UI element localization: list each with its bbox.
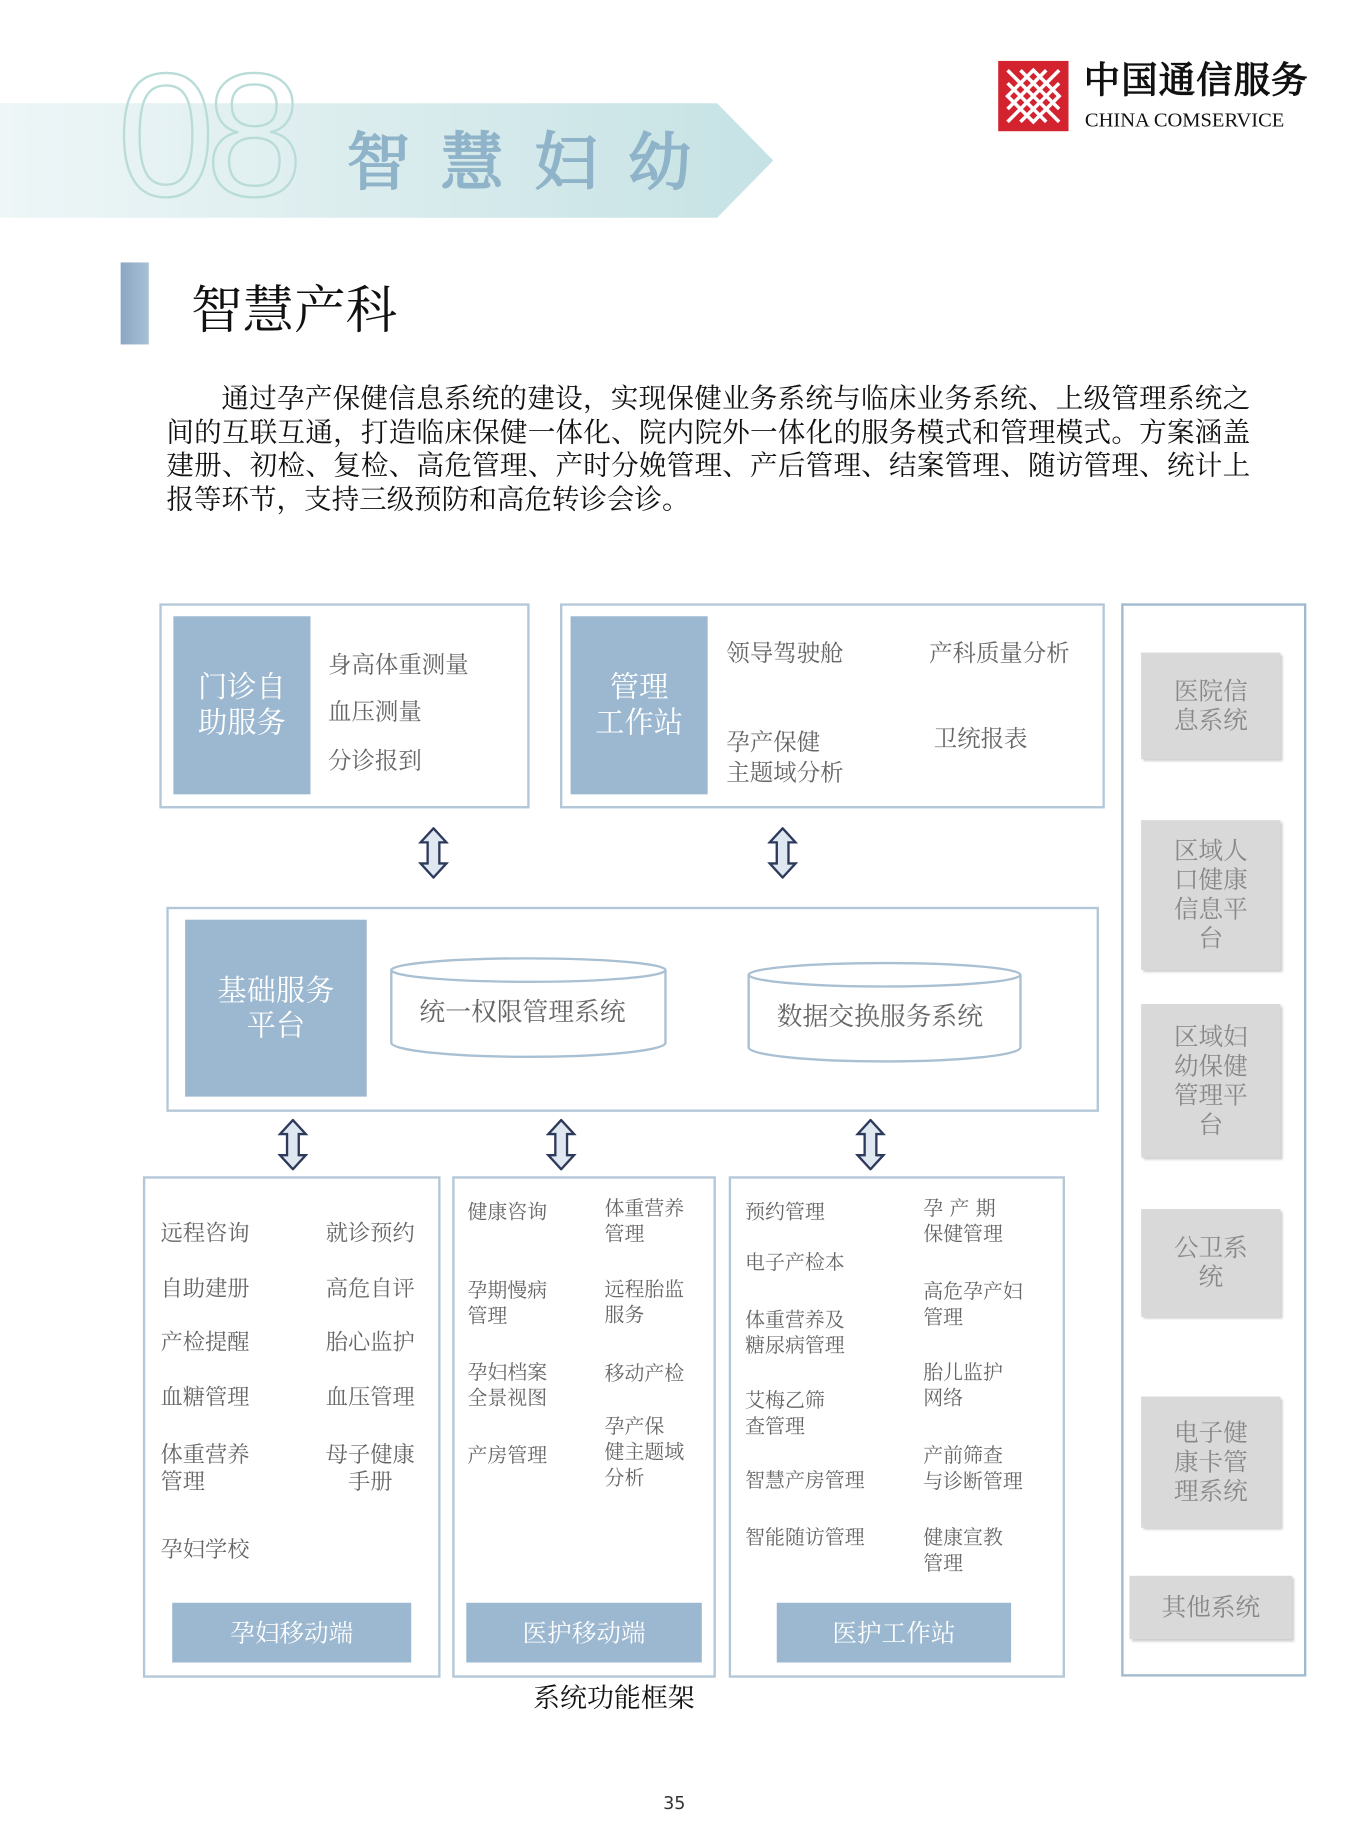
function-item: 产检提醒 <box>160 1329 250 1356</box>
function-item: 就诊预约 <box>325 1220 415 1247</box>
function-item: 母子健康 手册 <box>325 1442 415 1495</box>
function-item: 智慧产房管理 <box>745 1469 865 1493</box>
function-item: 孕 产 期 保健管理 <box>923 1197 1003 1247</box>
outpatient-item: 血压测量 <box>328 697 422 726</box>
external-system: 电子健 康卡管 理系统 <box>1141 1397 1280 1528</box>
double-arrow-icon <box>418 827 448 883</box>
function-item: 产前筛查 与诊断管理 <box>923 1444 1023 1494</box>
function-item: 体重营养 管理 <box>604 1197 685 1247</box>
medical-workstation-button[interactable]: 医护工作站 <box>777 1603 1011 1663</box>
system-exchange: 数据交换服务系统 <box>776 1002 983 1033</box>
double-arrow-icon <box>855 1119 885 1175</box>
system-auth: 统一权限管理系统 <box>419 998 626 1028</box>
function-item: 电子产检本 <box>745 1251 845 1275</box>
management-item: 卫统报表 <box>933 724 1028 753</box>
medical-mobile-button[interactable]: 医护移动端 <box>466 1603 701 1663</box>
management-item: 孕产保健 主题域分析 <box>726 727 844 787</box>
diagram-caption: 系统功能框架 <box>533 1683 695 1715</box>
function-item: 移动产检 <box>604 1362 685 1387</box>
function-item: 孕妇学校 <box>160 1537 250 1563</box>
section-paragraph: 通过孕产保健信息系统的建设，实现保健业务系统与临床业务系统、上级管理系统之间的互联互通，打造临床保健一体化、院内院外一体化的服务模式和管理模式。方案涵盖建册、初检、复检、高危管理、产时分娩管理、产后管理、结案管理、随访管理、统计上报等环节，支持三级预防和高危转诊会诊。 <box>166 381 1251 515</box>
company-logo-icon <box>998 61 1068 131</box>
function-item: 孕产保 健主题域 分析 <box>604 1415 685 1491</box>
chapter-title: 智慧妇幼 <box>346 125 722 200</box>
function-item: 孕期慢病 管理 <box>467 1279 548 1329</box>
double-arrow-icon <box>546 1119 576 1175</box>
page-number: 35 <box>663 1792 686 1814</box>
outpatient-item: 身高体重测量 <box>328 650 469 679</box>
function-item: 健康宣教 管理 <box>923 1526 1003 1576</box>
outpatient-item: 分诊报到 <box>328 746 422 775</box>
management-item: 领导驾驶舱 <box>726 638 844 667</box>
double-arrow-icon <box>767 827 797 883</box>
outpatient-title: 门诊自 助服务 <box>173 616 310 794</box>
platform-title: 基础服务 平台 <box>185 920 367 1097</box>
section-title: 智慧产科 <box>190 281 398 341</box>
function-item: 血糖管理 <box>160 1384 250 1411</box>
function-item: 体重营养 管理 <box>160 1442 250 1495</box>
section-marker <box>121 262 149 344</box>
function-item: 高危自评 <box>325 1275 415 1302</box>
external-system: 其他系统 <box>1129 1576 1292 1639</box>
management-item: 产科质量分析 <box>929 638 1070 667</box>
company-name-en: CHINA COMSERVICE <box>1084 107 1285 132</box>
function-item: 远程咨询 <box>160 1220 250 1247</box>
function-item: 自助建册 <box>160 1275 250 1302</box>
external-system: 医院信 息系统 <box>1141 653 1280 760</box>
function-item: 孕妇档案 全景视图 <box>467 1361 548 1411</box>
function-item: 胎儿监护 网络 <box>923 1361 1003 1411</box>
function-item: 艾梅乙筛 查管理 <box>745 1389 825 1439</box>
function-item: 胎心监护 <box>325 1329 415 1356</box>
function-item: 健康咨询 <box>467 1200 548 1225</box>
chapter-number: 08 <box>117 36 294 234</box>
company-name-cn: 中国通信服务 <box>1083 59 1309 102</box>
double-arrow-icon <box>278 1119 308 1175</box>
external-system: 区域妇 幼保健 管理平 台 <box>1141 1004 1280 1157</box>
function-item: 产房管理 <box>467 1444 548 1469</box>
external-system: 公卫系 统 <box>1141 1209 1280 1317</box>
function-item: 预约管理 <box>745 1200 825 1225</box>
function-item: 智能随访管理 <box>745 1526 865 1551</box>
function-item: 体重营养及 糖尿病管理 <box>745 1308 845 1358</box>
pregnant-mobile-button[interactable]: 孕妇移动端 <box>172 1603 411 1663</box>
management-title: 管理 工作站 <box>571 616 708 794</box>
external-system: 区域人 口健康 信息平 台 <box>1141 820 1280 970</box>
function-item: 高危孕产妇 管理 <box>923 1280 1023 1330</box>
function-item: 血压管理 <box>325 1384 415 1411</box>
function-item: 远程胎监 服务 <box>604 1278 685 1328</box>
